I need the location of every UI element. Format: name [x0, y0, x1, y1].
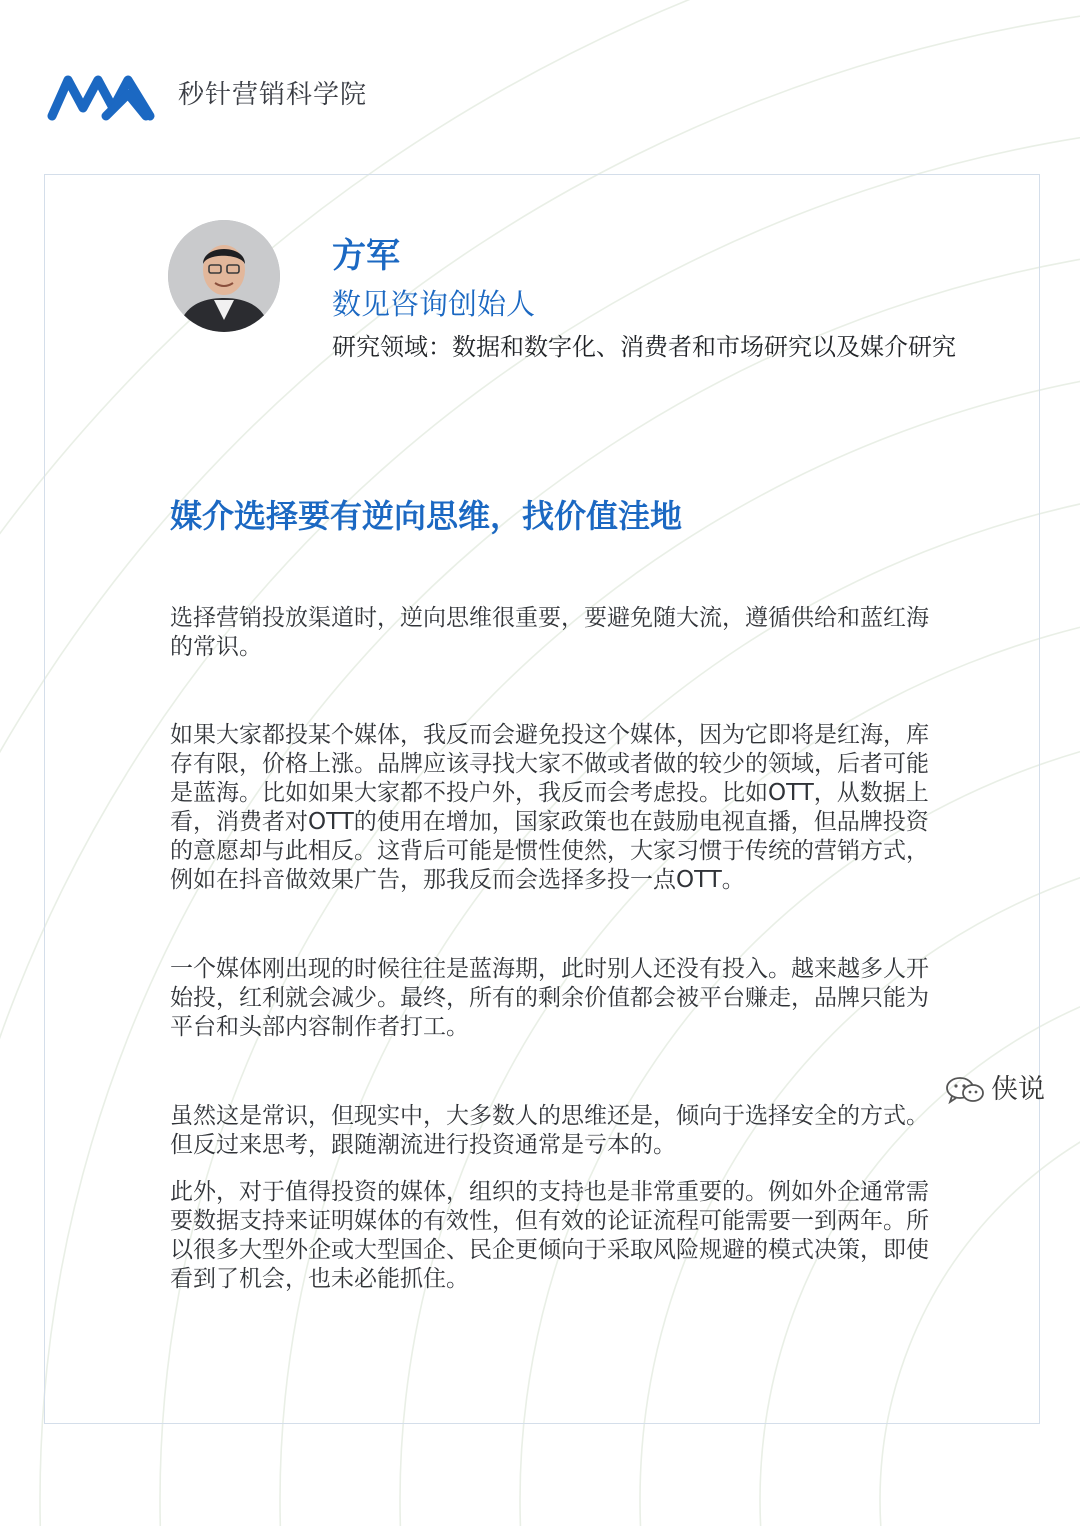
profile-name: 方军	[332, 236, 400, 276]
research-field: 研究领域：数据和数字化、消费者和市场研究以及媒介研究	[332, 333, 956, 361]
wechat-account-name: 侠说	[991, 1074, 1045, 1105]
profile-title: 数见咨询创始人	[332, 287, 536, 321]
paragraph-4: 虽然这是常识，但现实中，大多数人的思维还是，倾向于选择安全的方式。但反过来思考，跟随潮流进行投资通常是亏本的。	[170, 1103, 929, 1158]
paragraph-2: 如果大家都投某个媒体，我反而会避免投这个媒体，因为它即将是红海，库存有限，价格上涨。品牌应该寻找大家不做或者做的较少的领域，后者可能是蓝海。比如如果大家都不投户外，我反而会考虑投。比如OTT，从数据上看，消费者对OTT的使用在增加，国家政策也在鼓励电视直播，但品牌投资的意愿却与此相反。这背后可能是惯性使然，大家习惯于传统的营销方式，例如在抖音做效果广告，那我反而会选择多投一点OTT。	[170, 722, 929, 893]
brand-name: 秒针营销科学院	[178, 80, 368, 110]
avatar	[168, 220, 280, 332]
portrait-photo-icon	[168, 220, 280, 332]
wechat-icon	[945, 1076, 985, 1104]
ma-wave-logo-icon	[46, 70, 156, 122]
paragraph-1: 选择营销投放渠道时，逆向思维很重要，要避免随大流，遵循供给和蓝红海的常识。	[170, 605, 929, 660]
article-heading: 媒介选择要有逆向思维，找价值洼地	[170, 497, 683, 535]
paragraph-3: 一个媒体刚出现的时候往往是蓝海期，此时别人还没有投入。越来越多人开始投，红利就会减少。最终，所有的剩余价值都会被平台赚走，品牌只能为平台和头部内容制作者打工。	[170, 956, 929, 1040]
paragraph-5: 此外，对于值得投资的媒体，组织的支持也是非常重要的。例如外企通常需要数据支持来证明媒体的有效性，但有效的论证流程可能需要一到两年。所以很多大型外企或大型国企、民企更倾向于采取风险规避的模式决策，即使看到了机会，也未必能抓住。	[170, 1179, 929, 1292]
